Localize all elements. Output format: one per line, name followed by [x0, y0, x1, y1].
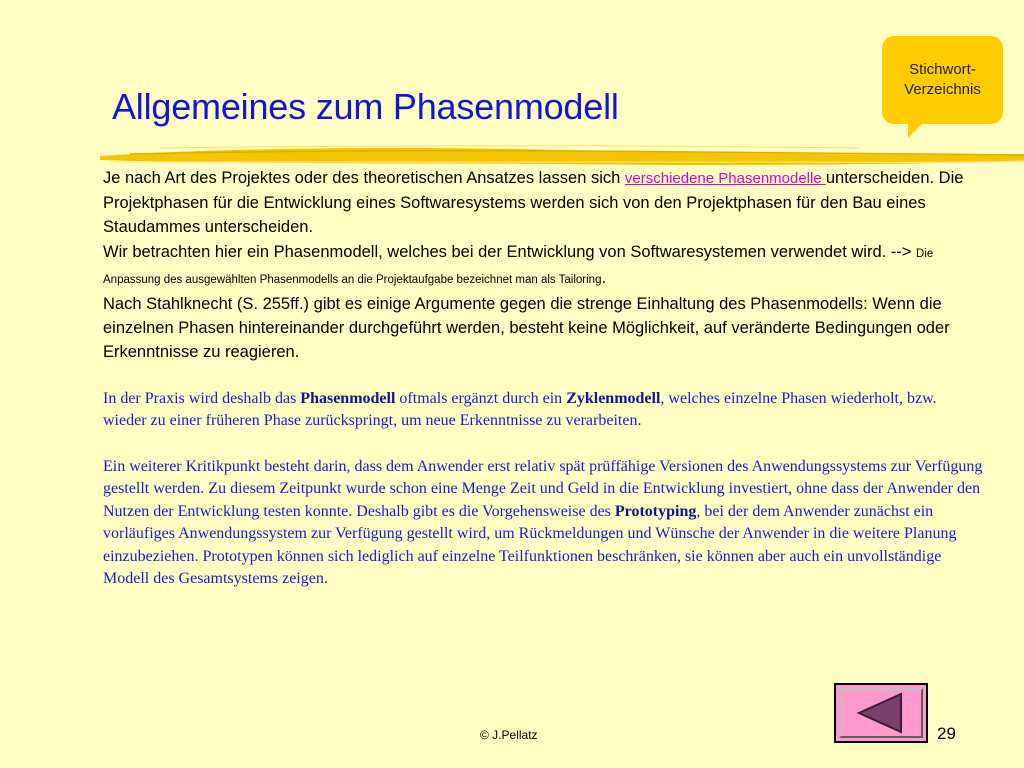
paragraph-tailoring	[103, 240, 983, 292]
page-number: 29	[937, 724, 956, 743]
paragraph5-a: Ein weiterer Kritikpunkt besteht darin, dass dem Anwender erst relativ spät prüffähige Versionen des Anwendungssystems zur Verfügung gestellt werden. Zu diesem Zeitpunkt wurde schon eine Menge Zeit und Geld in die Entwicklung investiert, ohne dass der Anwender den Nutzen der Entwicklung testen konnte. Deshalb gibt es die Vorgehensweise des	[103, 457, 983, 520]
paragraph-phasenmodelle	[103, 166, 983, 240]
paragraph4-c: oftmals ergänzt durch ein	[395, 389, 567, 407]
paragraph1-text-b: unterscheiden. Die Projektphasen für die Entwicklung eines Softwaresystems werden sich von den Projektphasen für den Bau eines Staudammes unterscheiden.	[103, 169, 964, 237]
term-prototyping: Prototyping	[614, 502, 697, 520]
index-callout-button[interactable]	[882, 36, 1003, 124]
paragraph4-d: , welches einzelne Phasen wiederholt, bzw. wieder zu einer früheren Phase zurückspringt, um neue Erkenntnisse zu verarbeiten.	[103, 389, 937, 430]
index-button-line1: Stichwort-	[909, 61, 976, 78]
paragraph-stahlknecht: Nach Stahlknecht (S. 255ff.) gibt es einige Argumente gegen die strenge Einhaltung des Phasenmodells: Wenn die einzelnen Phasen hintereinander durchgeführt werden, besteht keine Möglichkeit, auf veränderte Bedingungen oder Erkenntnisse zu reagieren.	[103, 295, 950, 362]
paragraph1-text-a: Je nach Art des Projektes oder des theoretischen Ansatzes lassen sich	[103, 169, 625, 187]
slide-body	[103, 166, 983, 591]
back-button[interactable]	[834, 683, 928, 743]
term-phasenmodell: Phasenmodell	[300, 389, 396, 407]
term-zyklenmodell: Zyklenmodell	[566, 389, 661, 407]
page-title: Allgemeines zum Phasenmodell	[112, 86, 619, 127]
tailoring-note: Die Anpassung des ausgewählten Phasenmodells an die Projektaufgabe bezeichnet man als	[103, 247, 934, 286]
triangle-left-icon	[855, 690, 907, 736]
tailoring-term: Tailoring	[558, 273, 602, 286]
paragraph-prototyping	[103, 456, 983, 591]
paragraph-zyklenmodell	[103, 388, 983, 433]
callout-tail	[908, 122, 924, 138]
tailoring-period: .	[601, 268, 607, 287]
paragraph5-c: , bei der dem Anwender zunächst ein vorläufiges Anwendungssystem zur Verfügung gestellt wird, um Rückmeldungen und Wünsche der Anwender in die weitere Planung einzubeziehen. Prototypen können sich lediglich auf einzelne Teilfunktionen beschränken, sie können aber auch ein unvollständige Modell des Gesamtsystems zeigen.	[103, 502, 957, 588]
link-verschiedene-phasenmodelle[interactable]: verschiedene Phasenmodelle	[624, 170, 826, 187]
paragraph4-a: In der Praxis wird deshalb das	[103, 389, 301, 407]
paragraph2-text-a: Wir betrachten hier ein Phasenmodell, welches bei der Entwicklung von Softwaresystemen verwendet wird. -->	[103, 242, 912, 261]
index-button-line2: Verzeichnis	[904, 81, 981, 98]
footer-copyright: © J.Pellatz	[480, 728, 538, 742]
